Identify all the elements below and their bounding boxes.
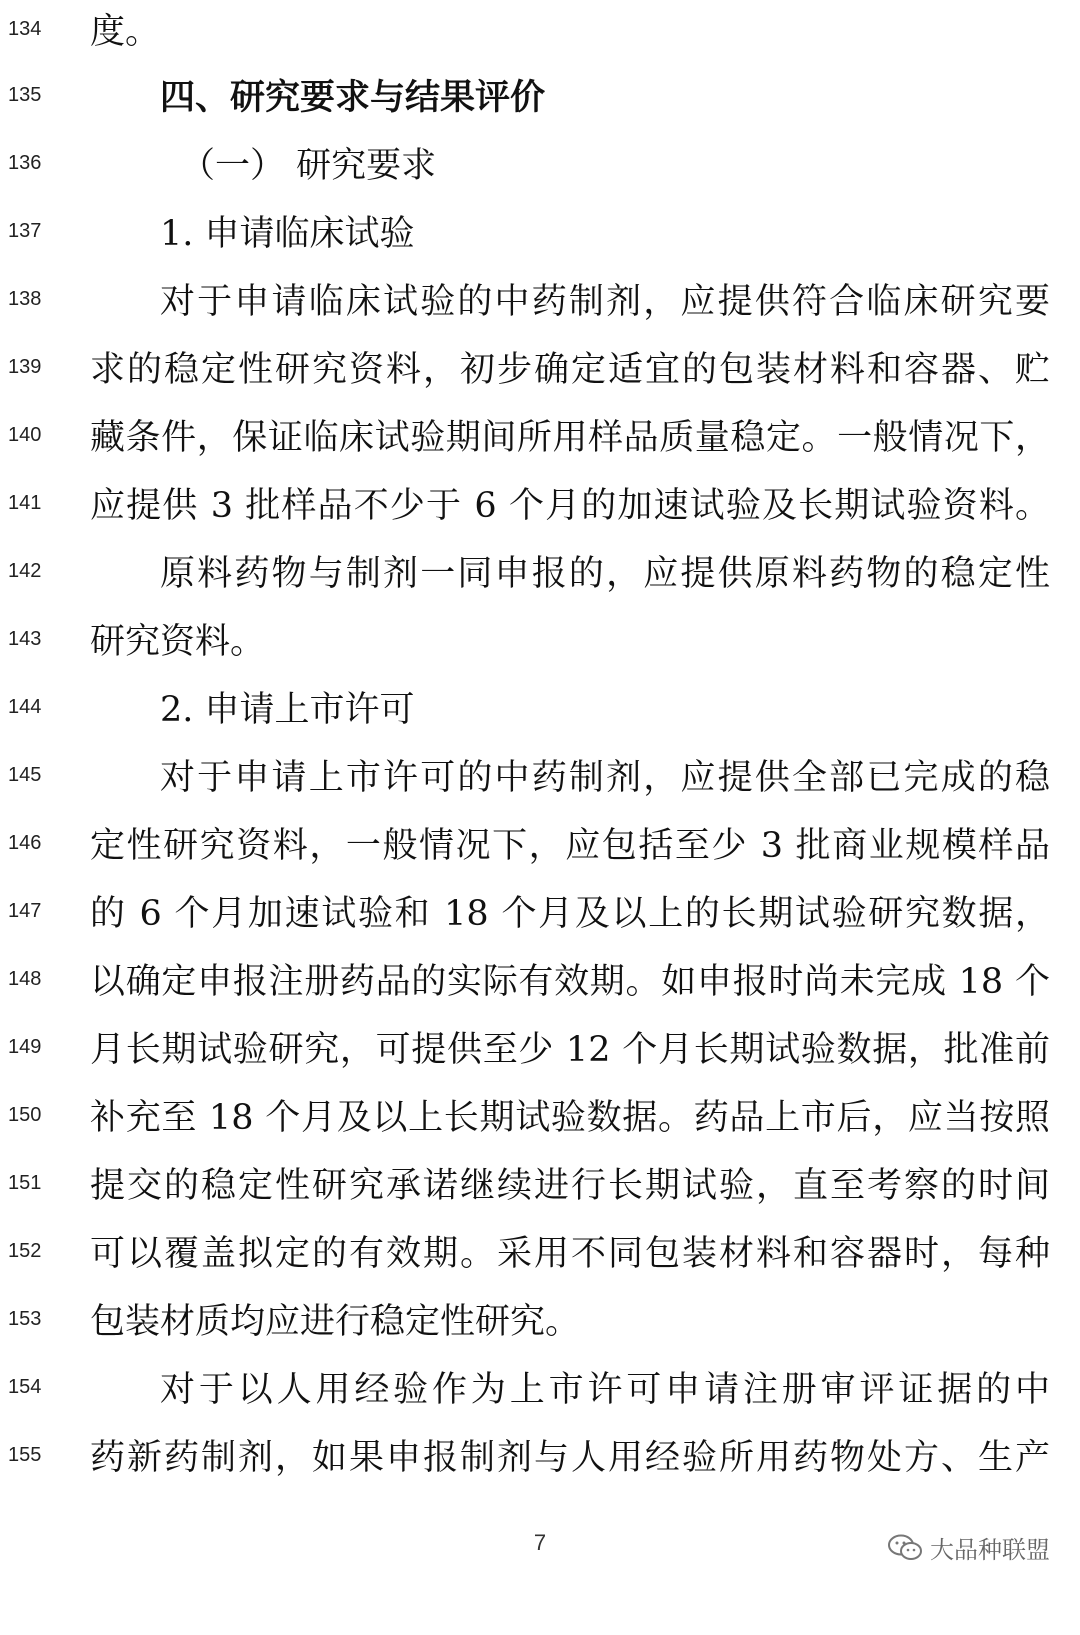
line-155	[0, 1428, 1080, 1488]
watermark	[888, 1530, 1050, 1565]
line-number: 142	[8, 560, 42, 582]
line-134	[0, 2, 1080, 62]
wechat-icon	[888, 1534, 922, 1562]
section-heading: 四、研究要求与结果评价	[160, 78, 546, 118]
line-text: 的 6 个月加速试验和 18 个月及以上的长期试验研究数据，	[90, 894, 1050, 934]
line-number: 152	[8, 1240, 42, 1262]
line-139	[0, 340, 1080, 400]
line-number: 150	[8, 1104, 42, 1126]
line-text: 度。	[90, 12, 161, 52]
line-number: 154	[8, 1376, 42, 1398]
line-152	[0, 1224, 1080, 1284]
line-145	[0, 748, 1080, 808]
line-text: 可以覆盖拟定的有效期。采用不同包装材料和容器时，每种	[90, 1234, 1050, 1274]
line-text: 原料药物与制剂一同申报的，应提供原料药物的稳定性	[160, 554, 1050, 594]
line-number: 137	[8, 220, 42, 242]
subsection-heading: （一） 研究要求	[180, 146, 437, 186]
line-number: 136	[8, 152, 42, 174]
item-heading: 1. 申请临床试验	[160, 214, 415, 254]
line-text: 以确定申报注册药品的实际有效期。如申报时尚未完成 18 个	[90, 962, 1050, 1002]
line-text: 应提供 3 批样品不少于 6 个月的加速试验及长期试验资料。	[90, 486, 1050, 526]
line-number: 135	[8, 84, 42, 106]
line-140	[0, 408, 1080, 468]
line-text: 对于申请上市许可的中药制剂，应提供全部已完成的稳	[160, 758, 1050, 798]
line-135	[0, 68, 1080, 128]
line-number: 134	[8, 18, 42, 40]
line-number: 143	[8, 628, 42, 650]
line-154	[0, 1360, 1080, 1420]
line-text: 定性研究资料，一般情况下，应包括至少 3 批商业规模样品	[90, 826, 1050, 866]
line-149	[0, 1020, 1080, 1080]
line-number: 139	[8, 356, 42, 378]
item-heading: 2. 申请上市许可	[160, 690, 415, 730]
line-144	[0, 680, 1080, 740]
line-number: 149	[8, 1036, 42, 1058]
line-text: 月长期试验研究，可提供至少 12 个月长期试验数据，批准前	[90, 1030, 1050, 1070]
line-number: 140	[8, 424, 42, 446]
line-150	[0, 1088, 1080, 1148]
line-148	[0, 952, 1080, 1012]
line-number: 141	[8, 492, 42, 514]
line-text: 藏条件，保证临床试验期间所用样品质量稳定。一般情况下，	[90, 418, 1050, 458]
line-138	[0, 272, 1080, 332]
line-146	[0, 816, 1080, 876]
line-text: 研究资料。	[90, 622, 266, 662]
line-text: 提交的稳定性研究承诺继续进行长期试验，直至考察的时间	[90, 1166, 1050, 1206]
line-number: 145	[8, 764, 42, 786]
page-number: 7	[533, 1530, 547, 1555]
line-136	[0, 136, 1080, 196]
line-142	[0, 544, 1080, 604]
line-147	[0, 884, 1080, 944]
line-number: 144	[8, 696, 42, 718]
line-number: 146	[8, 832, 42, 854]
line-number: 147	[8, 900, 42, 922]
line-text: 对于申请临床试验的中药制剂，应提供符合临床研究要	[160, 282, 1050, 322]
line-text: 包装材质均应进行稳定性研究。	[90, 1302, 581, 1342]
line-number: 151	[8, 1172, 42, 1194]
line-text: 补充至 18 个月及以上长期试验数据。药品上市后，应当按照	[90, 1098, 1050, 1138]
line-text: 对于以人用经验作为上市许可申请注册审评证据的中	[160, 1370, 1050, 1410]
line-number: 153	[8, 1308, 42, 1330]
line-143	[0, 612, 1080, 672]
line-number: 155	[8, 1444, 42, 1466]
line-number: 138	[8, 288, 42, 310]
line-141	[0, 476, 1080, 536]
line-text: 药新药制剂，如果申报制剂与人用经验所用药物处方、生产	[90, 1438, 1050, 1478]
watermark-text: 大品种联盟	[930, 1536, 1050, 1564]
line-137	[0, 204, 1080, 264]
line-153	[0, 1292, 1080, 1352]
line-151	[0, 1156, 1080, 1216]
line-number: 148	[8, 968, 42, 990]
line-text: 求的稳定性研究资料，初步确定适宜的包装材料和容器、贮	[90, 350, 1050, 390]
